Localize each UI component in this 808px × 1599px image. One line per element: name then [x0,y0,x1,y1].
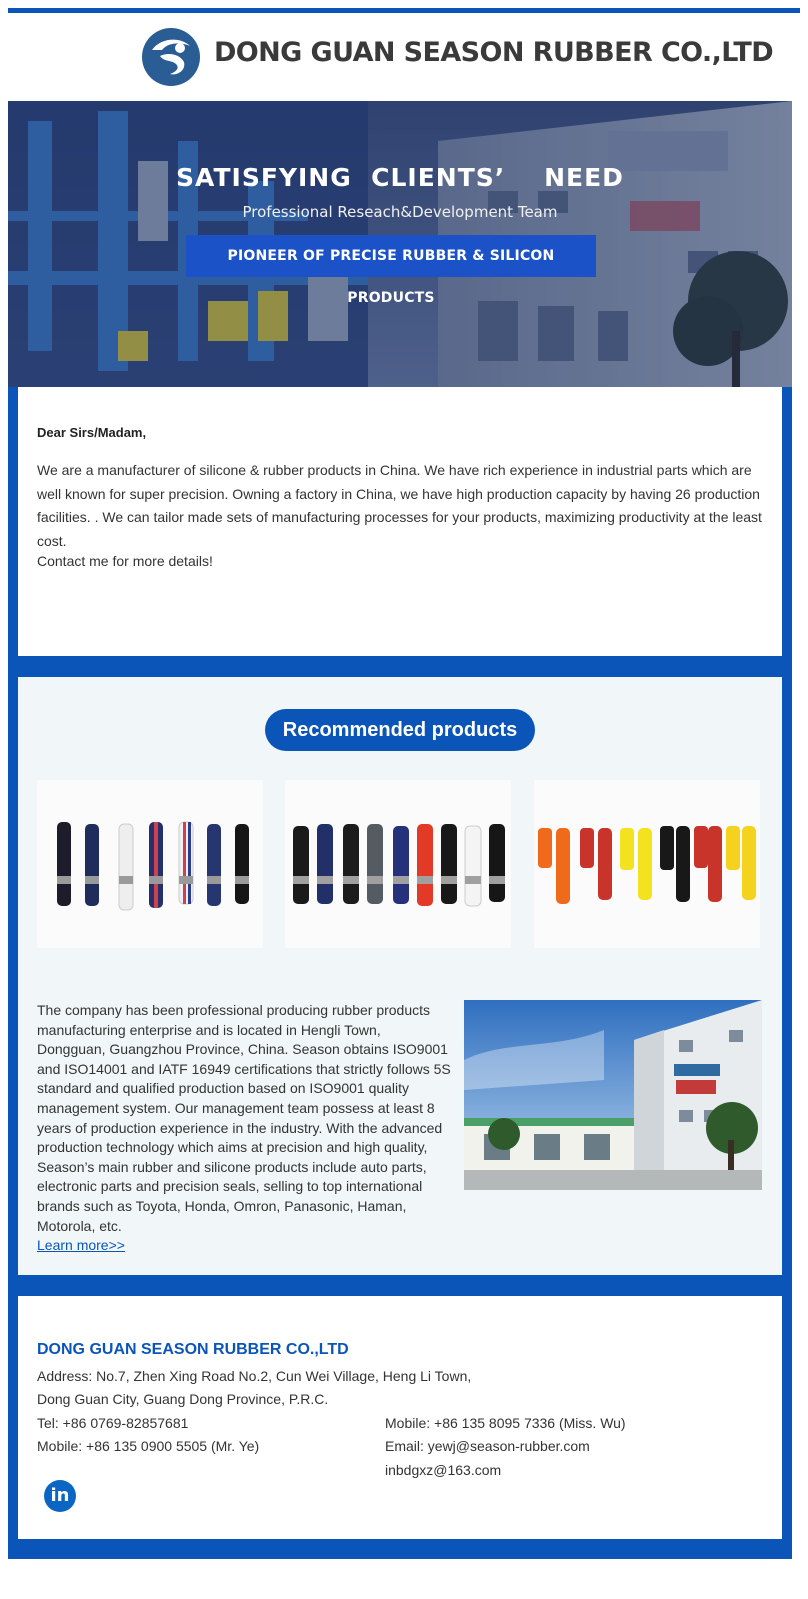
company-name-logo: DONG GUAN SEASON RUBBER CO.,LTD [214,37,774,68]
intro-paragraph: We are a manufacturer of silicone & rubber products in China. We have rich experience in industrial parts which are well known for super precision. Owning a factory in China, we have high production capacity by having 26 production facilities. . We can tailor made sets of manufacturing processes for your products, maximizing productivity at the least cost. [37,462,762,549]
learn-more-link[interactable]: Learn more>> [37,1237,125,1253]
product-image-watch-straps-3[interactable] [534,780,760,948]
intro-card [18,387,782,656]
footer-email-2: inbdgxz@163.com [385,1462,502,1478]
footer-tel: Tel: +86 0769-82857681 [37,1415,189,1431]
footer-address-line-2: Dong Guan City, Guang Dong Province, P.R.C. [37,1391,329,1407]
greeting: Dear Sirs/Madam, [37,425,147,440]
linkedin-icon[interactable]: in [44,1480,76,1512]
recommended-products-heading: Recommended products [265,709,535,751]
hero-title: SATISFYING CLIENTS’ NEED [176,163,624,192]
hero-badge: PIONEER OF PRECISE RUBBER & SILICON PRODUCTS [186,235,596,277]
product-image-watch-straps-2[interactable] [285,780,511,948]
products-card [18,677,782,1275]
footer-mobile-wu: Mobile: +86 135 8095 7336 (Miss. Wu) [385,1415,626,1431]
footer-mobile-ye: Mobile: +86 135 0900 5505 (Mr. Ye) [37,1438,260,1454]
footer-address-line-1: Address: No.7, Zhen Xing Road No.2, Cun Wei Village, Heng Li Town, [37,1368,472,1384]
season-logo-icon [140,26,202,88]
about-paragraph: The company has been professional producing rubber products manufacturing enterprise and is located in Hengli Town, Dongguan, Guangzhou Province, China. Season obtains ISO9001 and ISO14001 and IATF 16949 certifications that strictly follows 5S standard and qualified production based on ISO9001 quality management system. Our management team possess at least 8 years of production experience in the industry. With the advanced production technology which aims at precision and high quality, Season’s main rubber and silicone products include auto parts, electronic parts and precision seals, selling to top international brands such as Toyota, Honda, Omron, Panasonic, Haman, Motorola, etc. [37,1002,451,1234]
footer-card [18,1296,782,1539]
footer-email-1: Email: yewj@season-rubber.com [385,1438,590,1454]
factory-photo [464,1000,762,1190]
footer-company-name: DONG GUAN SEASON RUBBER CO.,LTD [37,1341,349,1358]
header [8,13,800,101]
product-image-watch-straps-1[interactable] [37,780,263,948]
hero-subtitle: Professional Reseach&Development Team [242,203,558,221]
contact-prompt: Contact me for more details! [37,553,213,569]
hero-banner [8,101,792,387]
